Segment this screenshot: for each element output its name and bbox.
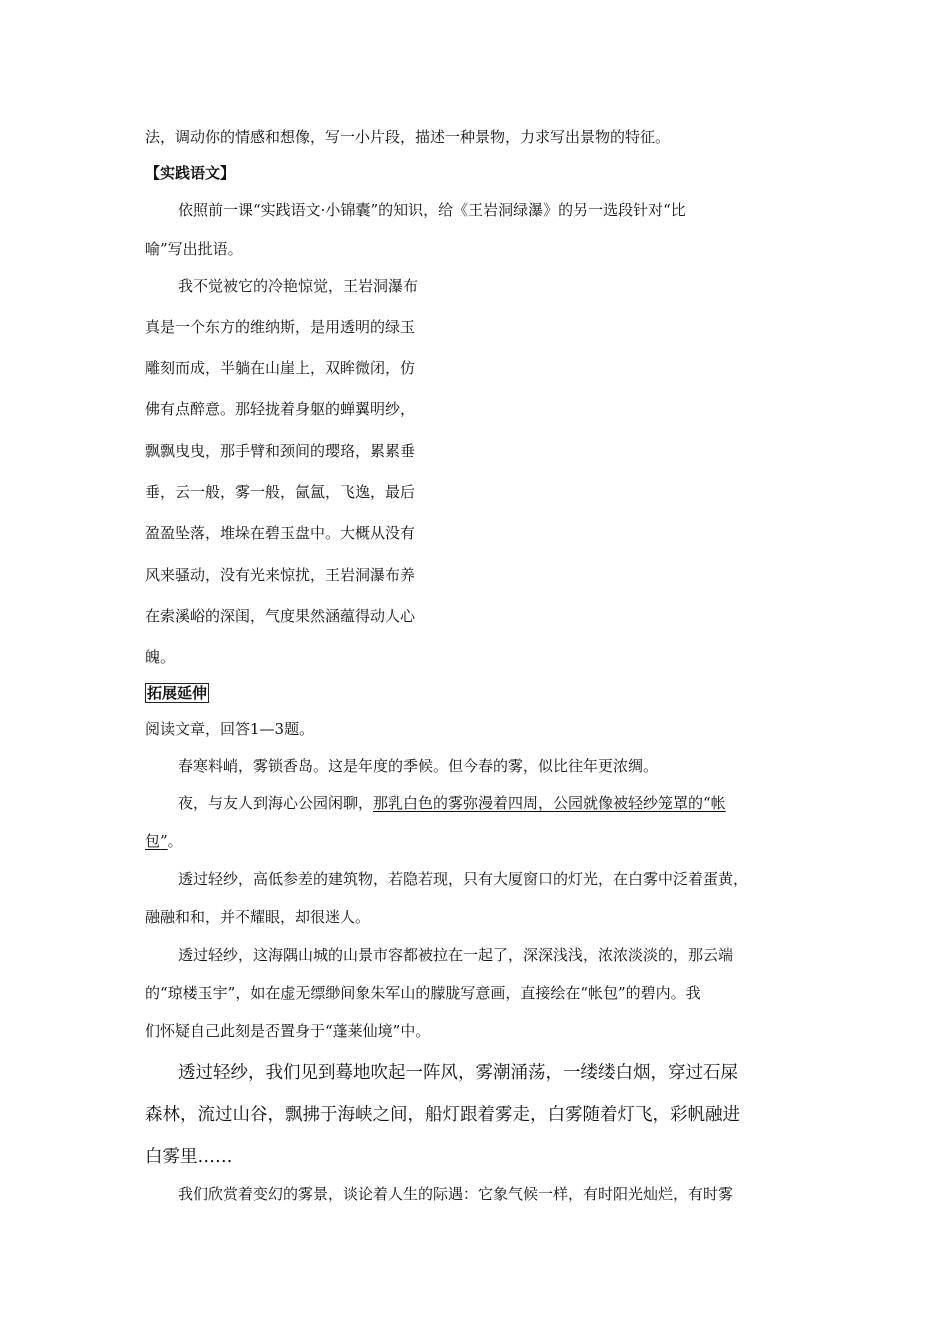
extension-instruction: 阅读文章，回答1—3题。: [145, 720, 315, 738]
passage-line: 在索溪峪的深闺，气度果然涵蕴得动人心: [145, 607, 416, 625]
practice-heading: 【实践语文】: [145, 164, 236, 182]
passage-line: 风来骚动，没有光来惊扰，王岩洞瀑布养: [145, 566, 416, 584]
passage-line: 魄。: [145, 648, 176, 666]
article-paragraph-3-line-1: 透过轻纱，高低参差的建筑物，若隐若现，只有大厦窗口的灯光，在白雾中泛着蛋黄，: [178, 870, 749, 888]
article-paragraph-3-line-2: 融融和和，并不耀眼，却很迷人。: [145, 908, 371, 926]
underlined-sentence-part-2: 包”: [145, 832, 168, 850]
intro-tail-text: 法，调动你的情感和想像，写一小片段，描述一种景物，力求写出景物的特征。: [145, 128, 671, 146]
passage-line: 我不觉被它的冷艳惊觉，王岩洞瀑布: [178, 277, 419, 295]
paragraph-2-prefix: 夜，与友人到海心公园闲聊，: [178, 794, 374, 812]
article-paragraph-4-line-2: 的“琼楼玉宇”，如在虚无缥缈间象朱军山的朦胧写意画，直接绘在“帐包”的碧内。我: [145, 984, 701, 1002]
underlined-sentence-part-1: 那乳白色的雾弥漫着四周，公园就像被轻纱笼罩的“帐: [373, 794, 726, 812]
passage-line: 垂，云一般，雾一般，氤氲，飞逸，最后: [145, 483, 416, 501]
passage-line: 佛有点醉意。那轻拢着身躯的蝉翼明纱，: [145, 400, 416, 418]
article-paragraph-2-line-2: [145, 831, 183, 851]
article-paragraph-4-line-3: 们怀疑自己此刻是否置身于“蓬莱仙境”中。: [145, 1022, 431, 1040]
article-paragraph-5-line-2: 森林，流过山谷，飘拂于海峡之间，船灯跟着雾走，白雾随着灯飞，彩帆融进: [145, 1105, 740, 1125]
article-paragraph-5-line-3: 白雾里……: [145, 1147, 233, 1167]
practice-instruction-line-1: 依照前一课“实践语文·小锦囊”的知识，给《王岩洞绿瀑》的另一选段针对“比: [178, 201, 686, 219]
article-paragraph-4-line-1: 透过轻纱，这海隅山城的山景市容都被拉在一起了，深深浅浅，浓浓淡淡的，那云端: [178, 946, 734, 964]
practice-instruction-line-2: 喻”写出批语。: [145, 240, 243, 258]
article-paragraph-5-line-1: 透过轻纱，我们见到蓦地吹起一阵风，雾潮涌荡，一缕缕白烟，穿过石屎: [178, 1063, 738, 1083]
article-paragraph-6-line-1: 我们欣赏着变幻的雾景，谈论着人生的际遇：它象气候一样，有时阳光灿烂，有时雾: [178, 1185, 734, 1203]
extension-heading: [145, 683, 209, 703]
passage-line: 雕刻而成，半躺在山崖上，双眸微闭，仿: [145, 359, 416, 377]
passage-line: 飘飘曳曳，那手臂和颈间的璎珞，累累垂: [145, 442, 416, 460]
paragraph-2-suffix: 。: [167, 832, 183, 850]
passage-line: 真是一个东方的维纳斯，是用透明的绿玉: [145, 318, 416, 336]
passage-line: 盈盈坠落，堆垛在碧玉盘中。大概从没有: [145, 524, 416, 542]
article-paragraph-2-line-1: [178, 793, 726, 813]
extension-heading-box: 拓展延伸: [147, 684, 208, 702]
article-paragraph-1: 春寒料峭，雾锁香岛。这是年度的季候。但今春的雾，似比往年更浓绸。: [178, 757, 659, 775]
